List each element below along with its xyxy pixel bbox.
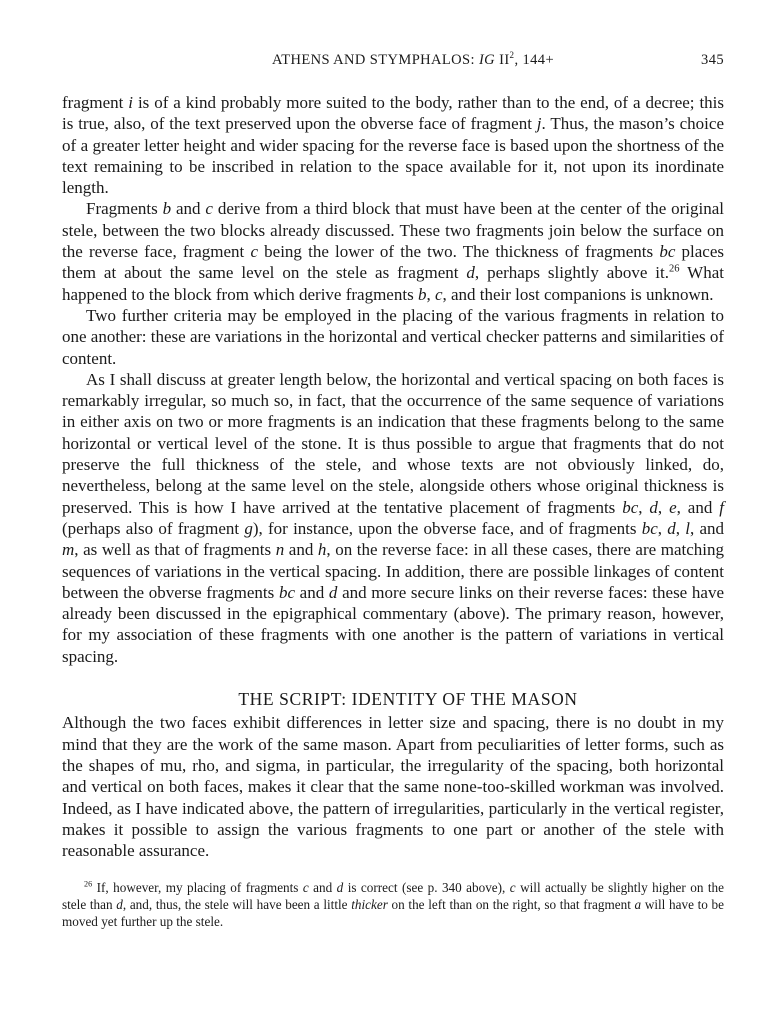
footnote-26: $^{26}$ If, however, my placing of fragments c and d is correct (see p. 340 above), c will actually be slightly higher on the stele than d, and, thus, the stele will have been a little thicker on the left than on the right, so that fragment a will have to be moved yet further up the stele. [62, 880, 724, 930]
running-head [62, 52, 724, 76]
page [62, 52, 724, 1012]
running-head-title-suffix: , 144+ [514, 52, 555, 68]
paragraph-1: fragment i is of a kind probably more suited to the body, rather than to the end, of a decree; this is true, also, of the text preserved upon the obverse face of fragment j. Thus, the mason’s choice of a greater letter height and wider spacing for the reverse face is based upon the shortness of the text remaining to be inscribed in relation to the space available for it, not upon its inordinate length. [62, 93, 725, 198]
section-heading: THE SCRIPT: IDENTITY OF THE MASON [238, 689, 578, 710]
paragraph-3: Two further criteria may be employed in the placing of the various fragments in relation to one another: these are variations in the horizontal and vertical checker patterns and similarities of content. [62, 305, 724, 368]
main-text [62, 92, 724, 861]
page-number: 345 [701, 52, 724, 68]
footnote-ref-26[interactable]: 26 [669, 263, 680, 275]
paragraph-2: Fragments b and c derive from a third block that must have been at the center of the original stele, between the two blocks already discussed. These two fragments join below the surface on the reverse face, fragment c being the lower of the two. The thickness of fragments bc places them at about the same level on the stele as fragment d, perhaps slightly above it.$^{26}$ What happened to the block from which derive fragments b, c, and their lost companions is unknown. [62, 199, 725, 304]
paragraph-4: As I shall discuss at greater length below, the horizontal and vertical spacing on both faces is remarkably irregular, so much so, in fact, that the occurrence of the same sequence of variations in either axis on two or more fragments is an indication that these fragments belong to the same horizontal or vertical level of the stone. It is thus possible to argue that fragments that do not preserve the full thickness of the stele, and whose texts are not obviously linked, do, nevertheless, belong at the same level on the stele, alongside others whose original thickness is preserved. This is how I have arrived at the tentative placement of fragments bc, d, e, and f (perhaps also of fragment g), for instance, upon the obverse face, and of fragments bc, d, l, and m, as well as that of fragments n and h, on the reverse face: in all these cases, there are matching sequences of variations in the vertical spacing. In addition, there are possible linkages of content between the obverse fragments bc and d and more secure links on their reverse faces: these have already been discussed in the epigraphical commentary (above). The primary reason, however, for my association of these fragments with one another is the pattern of variations in vertical spacing. [62, 369, 725, 666]
running-head-title-roman: II [495, 52, 510, 68]
running-head-title [62, 52, 724, 69]
running-head-title-ig: IG [478, 52, 496, 68]
running-head-title-prefix: ATHENS AND STYMPHALOS: [271, 52, 479, 68]
footnote-number: 26 [84, 880, 93, 889]
running-head-title-sup: 2 [509, 50, 515, 61]
paragraph-5: Although the two faces exhibit differences in letter size and spacing, there is no doubt in my mind that they are the work of the same mason. Apart from peculiarities of letter forms, such as the shapes of mu, rho, and sigma, in particular, the irregularity of the spacing, both horizontal and vertical on both faces, makes it clear that the same none-too-skilled workman was involved. Indeed, as I have indicated above, the pattern of irregularities, particularly in the vertical register, makes it possible to assign the various fragments to one part or another of the stele with reasonable assurance. [62, 713, 724, 861]
